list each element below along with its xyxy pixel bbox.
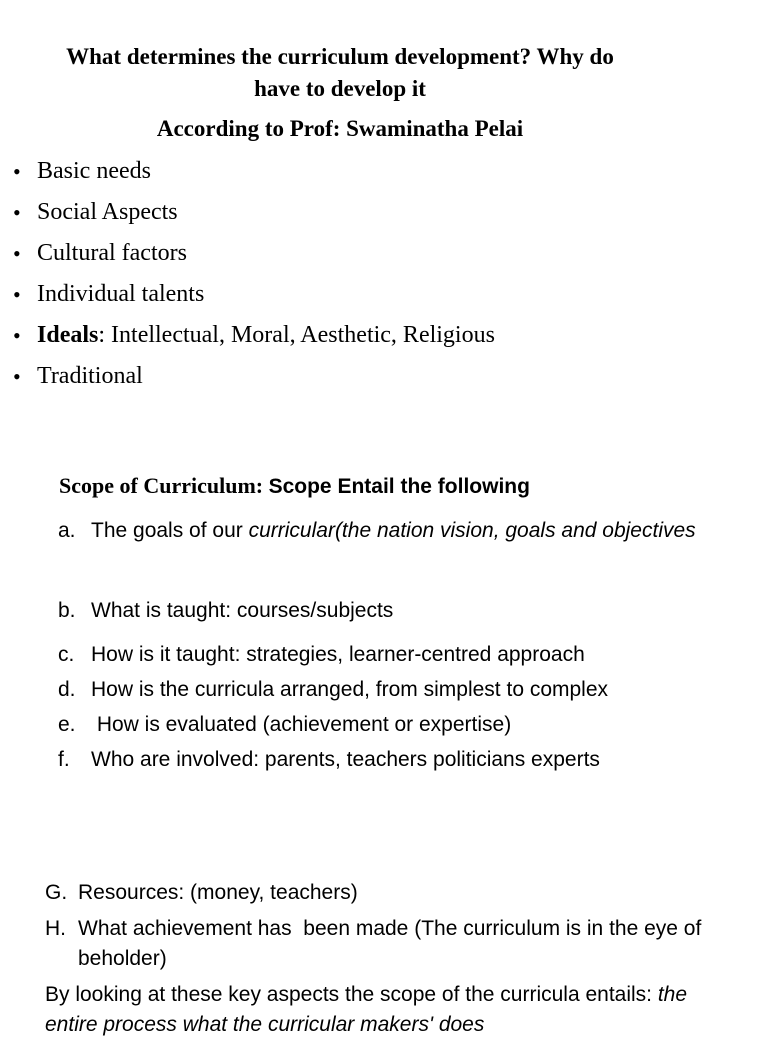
scope-item: b. What is taught: courses/subjects [58,599,394,622]
scope-heading: Scope of Curriculum: Scope Entail the following [59,473,530,498]
scope-item: d. How is the curricula arranged, from simplest to complex [58,678,609,701]
bullet-icon: • [13,241,21,266]
bullet-icon: • [13,159,21,184]
scope-item: a. The goals of our curricular(the nation vision, goals and objectives [58,519,696,542]
bullet-icon: • [13,282,21,307]
factor-item: • Cultural factors [0,235,495,276]
conclusion-paragraph: By looking at these key aspects the scope of the curricula entails: the entire process what the curricular makers' does [45,983,688,1036]
scope-list [58,513,738,777]
scope-item: e. How is evaluated (achievement or expertise) [58,713,512,736]
factor-item: • Individual talents [0,276,495,317]
document-title [0,41,680,105]
scope-item: f. Who are involved: parents, teachers politicians experts [58,748,600,771]
factor-item: • Basic needs [0,153,495,194]
factors-list [0,153,495,399]
title-line-2: have to develop it [254,76,426,101]
scope-item: c. How is it taught: strategies, learner-centred approach [58,643,585,666]
factor-item: • Ideals: Intellectual, Moral, Aesthetic, Religious [0,317,495,358]
factor-item: • Social Aspects [0,194,495,235]
bullet-icon: • [13,364,21,389]
bullet-icon: • [13,200,21,225]
factor-item: • Traditional [0,358,495,399]
additional-item: H. What achievement has been made (The curriculum is in the eye of beholder) [45,917,708,970]
additional-list [45,878,745,974]
title-line-1: What determines the curriculum development? Why do [66,44,614,69]
additional-item: G. Resources: (money, teachers) [45,881,358,904]
attribution-heading: According to Prof: Swaminatha Pelai [156,116,524,141]
bullet-icon: • [13,323,21,348]
